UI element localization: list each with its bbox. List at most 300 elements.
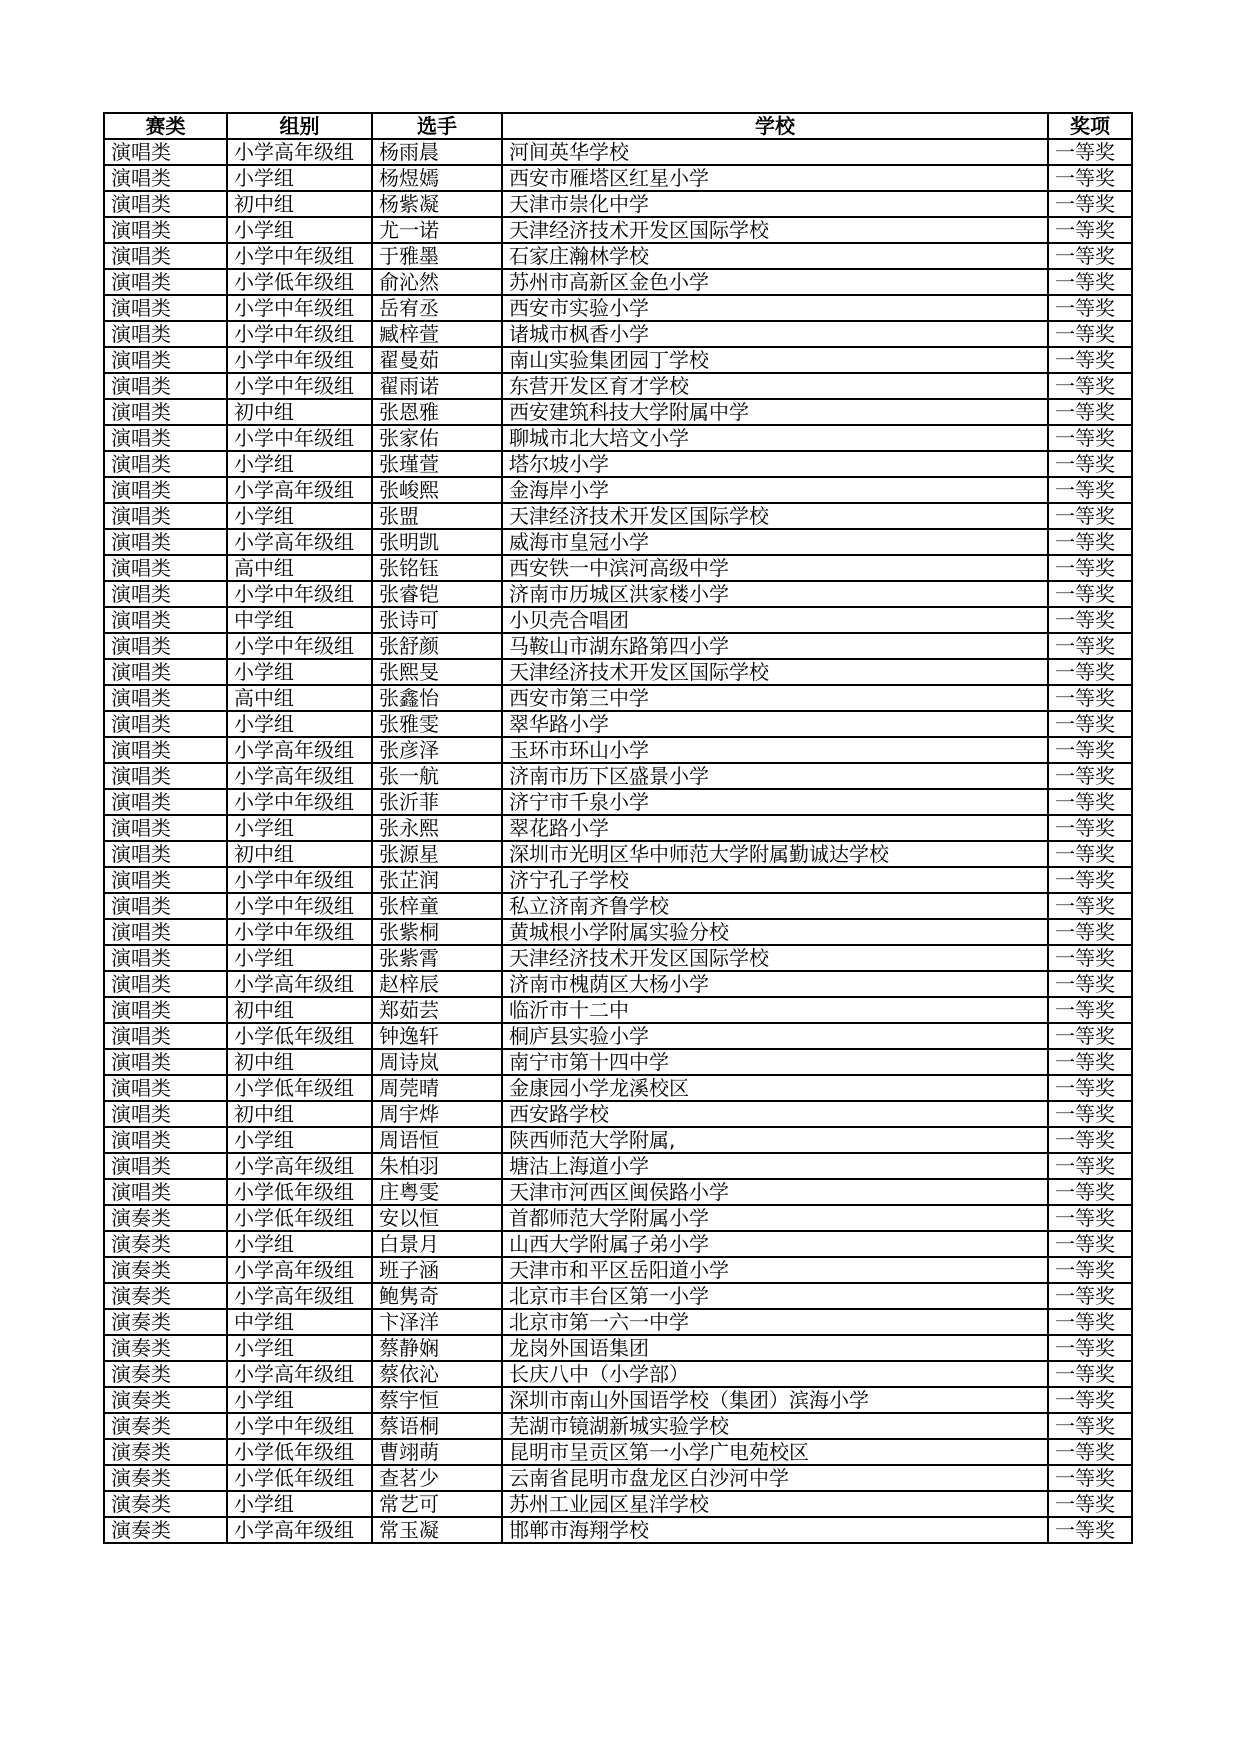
cell-group: 小学中年级组 [227,321,372,347]
cell-group: 高中组 [227,555,372,581]
cell-category: 演唱类 [104,191,227,217]
cell-school: 陕西师范大学附属, [502,1127,1048,1153]
cell-award: 一等奖 [1048,971,1132,997]
cell-group: 小学中年级组 [227,347,372,373]
table-row [104,1257,1132,1283]
cell-contestant: 班子涵 [372,1257,502,1283]
cell-school: 南宁市第十四中学 [502,1049,1048,1075]
cell-category: 演唱类 [104,971,227,997]
table-row [104,1283,1132,1309]
cell-school: 塔尔坡小学 [502,451,1048,477]
cell-group: 小学组 [227,815,372,841]
cell-contestant: 杨煜嫣 [372,165,502,191]
cell-award: 一等奖 [1048,581,1132,607]
cell-contestant: 周诗岚 [372,1049,502,1075]
cell-group: 小学高年级组 [227,763,372,789]
table-row [104,919,1132,945]
cell-group: 高中组 [227,685,372,711]
cell-category: 演奏类 [104,1387,227,1413]
cell-contestant: 白景月 [372,1231,502,1257]
cell-category: 演唱类 [104,1127,227,1153]
cell-contestant: 钟逸轩 [372,1023,502,1049]
cell-group: 小学高年级组 [227,971,372,997]
cell-contestant: 翟曼茹 [372,347,502,373]
table-row [104,633,1132,659]
table-row [104,1179,1132,1205]
cell-school: 西安路学校 [502,1101,1048,1127]
table-row [104,737,1132,763]
cell-school: 山西大学附属子弟小学 [502,1231,1048,1257]
cell-school: 西安铁一中滨河高级中学 [502,555,1048,581]
cell-award: 一等奖 [1048,477,1132,503]
cell-contestant: 张铭钰 [372,555,502,581]
cell-category: 演奏类 [104,1517,227,1543]
cell-category: 演唱类 [104,659,227,685]
cell-award: 一等奖 [1048,737,1132,763]
cell-contestant: 周莞晴 [372,1075,502,1101]
cell-group: 小学高年级组 [227,1257,372,1283]
cell-contestant: 曹翊萌 [372,1439,502,1465]
cell-contestant: 张紫桐 [372,919,502,945]
cell-award: 一等奖 [1048,1309,1132,1335]
table-row [104,477,1132,503]
header-group: 组别 [227,113,372,139]
cell-category: 演唱类 [104,529,227,555]
cell-group: 初中组 [227,399,372,425]
cell-school: 天津经济技术开发区国际学校 [502,945,1048,971]
header-award: 奖项 [1048,113,1132,139]
table-body [104,139,1132,1543]
cell-contestant: 张睿铠 [372,581,502,607]
cell-award: 一等奖 [1048,243,1132,269]
cell-contestant: 臧梓萱 [372,321,502,347]
cell-contestant: 张彦泽 [372,737,502,763]
cell-category: 演奏类 [104,1205,227,1231]
cell-group: 小学高年级组 [227,1153,372,1179]
cell-contestant: 张恩雅 [372,399,502,425]
cell-category: 演唱类 [104,1101,227,1127]
cell-category: 演奏类 [104,1335,227,1361]
cell-school: 昆明市呈贡区第一小学广电苑校区 [502,1439,1048,1465]
cell-category: 演唱类 [104,763,227,789]
cell-school: 云南省昆明市盘龙区白沙河中学 [502,1465,1048,1491]
table-row [104,529,1132,555]
cell-school: 小贝壳合唱团 [502,607,1048,633]
table-row [104,1205,1132,1231]
cell-category: 演奏类 [104,1413,227,1439]
cell-group: 小学高年级组 [227,477,372,503]
table-row [104,1153,1132,1179]
cell-school: 天津经济技术开发区国际学校 [502,503,1048,529]
table-row [104,1387,1132,1413]
cell-contestant: 蔡依沁 [372,1361,502,1387]
cell-category: 演唱类 [104,1023,227,1049]
cell-award: 一等奖 [1048,1231,1132,1257]
cell-award: 一等奖 [1048,555,1132,581]
cell-award: 一等奖 [1048,1179,1132,1205]
table-row [104,1231,1132,1257]
table-row [104,1075,1132,1101]
cell-award: 一等奖 [1048,607,1132,633]
cell-award: 一等奖 [1048,815,1132,841]
cell-contestant: 杨雨晨 [372,139,502,165]
cell-award: 一等奖 [1048,945,1132,971]
cell-contestant: 于雅墨 [372,243,502,269]
table-row [104,191,1132,217]
cell-contestant: 张盟 [372,503,502,529]
table-row [104,971,1132,997]
table-row [104,1335,1132,1361]
cell-category: 演唱类 [104,997,227,1023]
cell-award: 一等奖 [1048,1465,1132,1491]
cell-group: 小学组 [227,659,372,685]
table-row [104,763,1132,789]
cell-award: 一等奖 [1048,321,1132,347]
cell-group: 小学低年级组 [227,1023,372,1049]
table-row [104,1049,1132,1075]
table-row [104,555,1132,581]
table-row [104,321,1132,347]
cell-group: 小学高年级组 [227,529,372,555]
cell-school: 东营开发区育才学校 [502,373,1048,399]
cell-contestant: 张瑾萱 [372,451,502,477]
cell-contestant: 张舒颜 [372,633,502,659]
cell-group: 小学组 [227,217,372,243]
table-row [104,659,1132,685]
cell-group: 小学中年级组 [227,373,372,399]
cell-contestant: 张源星 [372,841,502,867]
cell-contestant: 蔡宇恒 [372,1387,502,1413]
cell-award: 一等奖 [1048,1517,1132,1543]
cell-contestant: 张明凯 [372,529,502,555]
awards-table [103,112,1133,1544]
cell-award: 一等奖 [1048,191,1132,217]
header-school: 学校 [502,113,1048,139]
cell-contestant: 杨紫凝 [372,191,502,217]
cell-contestant: 周宇烨 [372,1101,502,1127]
cell-category: 演唱类 [104,373,227,399]
cell-award: 一等奖 [1048,841,1132,867]
cell-contestant: 安以恒 [372,1205,502,1231]
table-row [104,217,1132,243]
cell-category: 演唱类 [104,685,227,711]
cell-category: 演唱类 [104,347,227,373]
cell-category: 演唱类 [104,451,227,477]
table-row [104,867,1132,893]
cell-award: 一等奖 [1048,529,1132,555]
table-row [104,399,1132,425]
cell-award: 一等奖 [1048,711,1132,737]
cell-category: 演唱类 [104,503,227,529]
cell-contestant: 查茗少 [372,1465,502,1491]
table-row [104,581,1132,607]
table-row [104,425,1132,451]
table-row [104,1517,1132,1543]
cell-category: 演唱类 [104,425,227,451]
cell-award: 一等奖 [1048,919,1132,945]
cell-contestant: 张诗可 [372,607,502,633]
cell-school: 北京市第一六一中学 [502,1309,1048,1335]
cell-award: 一等奖 [1048,347,1132,373]
cell-category: 演唱类 [104,581,227,607]
cell-award: 一等奖 [1048,269,1132,295]
cell-school: 苏州工业园区星洋学校 [502,1491,1048,1517]
cell-category: 演唱类 [104,399,227,425]
table-row [104,503,1132,529]
cell-school: 济南市历下区盛景小学 [502,763,1048,789]
cell-award: 一等奖 [1048,1361,1132,1387]
table-row [104,1361,1132,1387]
cell-award: 一等奖 [1048,1257,1132,1283]
cell-contestant: 张家佑 [372,425,502,451]
cell-contestant: 朱柏羽 [372,1153,502,1179]
cell-award: 一等奖 [1048,399,1132,425]
cell-school: 南山实验集团园丁学校 [502,347,1048,373]
table-row [104,789,1132,815]
cell-award: 一等奖 [1048,633,1132,659]
cell-award: 一等奖 [1048,763,1132,789]
cell-school: 天津市河西区闽侯路小学 [502,1179,1048,1205]
cell-school: 天津经济技术开发区国际学校 [502,217,1048,243]
table-row [104,893,1132,919]
cell-school: 济宁市千泉小学 [502,789,1048,815]
table-row [104,685,1132,711]
cell-group: 小学组 [227,945,372,971]
cell-school: 石家庄瀚林学校 [502,243,1048,269]
cell-category: 演奏类 [104,1439,227,1465]
table-row [104,1127,1132,1153]
cell-group: 小学高年级组 [227,139,372,165]
cell-award: 一等奖 [1048,1101,1132,1127]
cell-school: 苏州市高新区金色小学 [502,269,1048,295]
cell-group: 小学高年级组 [227,1517,372,1543]
cell-award: 一等奖 [1048,1153,1132,1179]
cell-group: 小学中年级组 [227,919,372,945]
cell-school: 翠花路小学 [502,815,1048,841]
cell-award: 一等奖 [1048,1413,1132,1439]
cell-group: 小学低年级组 [227,1465,372,1491]
cell-contestant: 鲍隽奇 [372,1283,502,1309]
table-row [104,269,1132,295]
cell-category: 演唱类 [104,165,227,191]
table-row [104,295,1132,321]
cell-school: 黄城根小学附属实验分校 [502,919,1048,945]
cell-category: 演唱类 [104,711,227,737]
cell-group: 小学高年级组 [227,1283,372,1309]
cell-award: 一等奖 [1048,1075,1132,1101]
cell-category: 演奏类 [104,1465,227,1491]
cell-school: 龙岗外国语集团 [502,1335,1048,1361]
cell-group: 初中组 [227,997,372,1023]
cell-contestant: 张熙旻 [372,659,502,685]
table-row [104,607,1132,633]
cell-group: 小学组 [227,1335,372,1361]
cell-school: 济南市历城区洪家楼小学 [502,581,1048,607]
cell-award: 一等奖 [1048,217,1132,243]
table-row [104,1491,1132,1517]
cell-school: 天津经济技术开发区国际学校 [502,659,1048,685]
cell-category: 演唱类 [104,1049,227,1075]
cell-group: 小学组 [227,451,372,477]
cell-group: 初中组 [227,191,372,217]
cell-group: 小学低年级组 [227,1439,372,1465]
cell-contestant: 常玉凝 [372,1517,502,1543]
cell-award: 一等奖 [1048,1049,1132,1075]
table-row [104,997,1132,1023]
cell-school: 威海市皇冠小学 [502,529,1048,555]
cell-school: 济宁孔子学校 [502,867,1048,893]
cell-award: 一等奖 [1048,1127,1132,1153]
cell-contestant: 岳宥丞 [372,295,502,321]
cell-award: 一等奖 [1048,295,1132,321]
cell-contestant: 张雅雯 [372,711,502,737]
header-row [104,113,1132,139]
cell-group: 小学低年级组 [227,1179,372,1205]
table-row [104,711,1132,737]
cell-category: 演唱类 [104,1153,227,1179]
cell-category: 演唱类 [104,269,227,295]
cell-contestant: 尤一诺 [372,217,502,243]
cell-contestant: 庄粤雯 [372,1179,502,1205]
cell-school: 天津市和平区岳阳道小学 [502,1257,1048,1283]
cell-award: 一等奖 [1048,789,1132,815]
cell-category: 演唱类 [104,893,227,919]
cell-contestant: 蔡静娴 [372,1335,502,1361]
cell-group: 初中组 [227,1101,372,1127]
cell-category: 演唱类 [104,633,227,659]
cell-school: 私立济南齐鲁学校 [502,893,1048,919]
cell-group: 中学组 [227,607,372,633]
cell-category: 演唱类 [104,919,227,945]
cell-contestant: 张一航 [372,763,502,789]
cell-group: 小学中年级组 [227,893,372,919]
cell-award: 一等奖 [1048,867,1132,893]
cell-group: 中学组 [227,1309,372,1335]
cell-award: 一等奖 [1048,165,1132,191]
cell-school: 西安市雁塔区红星小学 [502,165,1048,191]
cell-category: 演唱类 [104,243,227,269]
cell-category: 演唱类 [104,1179,227,1205]
cell-school: 临沂市十二中 [502,997,1048,1023]
cell-group: 小学组 [227,711,372,737]
cell-award: 一等奖 [1048,373,1132,399]
table-row [104,139,1132,165]
cell-category: 演唱类 [104,477,227,503]
cell-group: 小学低年级组 [227,1205,372,1231]
cell-category: 演奏类 [104,1491,227,1517]
cell-category: 演唱类 [104,737,227,763]
cell-category: 演奏类 [104,1257,227,1283]
cell-award: 一等奖 [1048,451,1132,477]
cell-group: 小学组 [227,1387,372,1413]
cell-group: 小学低年级组 [227,1075,372,1101]
cell-contestant: 张沂菲 [372,789,502,815]
cell-school: 西安市第三中学 [502,685,1048,711]
cell-school: 西安市实验小学 [502,295,1048,321]
cell-contestant: 卞泽洋 [372,1309,502,1335]
cell-group: 初中组 [227,841,372,867]
table-row [104,815,1132,841]
cell-category: 演唱类 [104,815,227,841]
cell-group: 小学中年级组 [227,867,372,893]
cell-contestant: 周语恒 [372,1127,502,1153]
cell-category: 演奏类 [104,1283,227,1309]
cell-category: 演唱类 [104,321,227,347]
cell-category: 演唱类 [104,295,227,321]
cell-school: 首都师范大学附属小学 [502,1205,1048,1231]
cell-group: 小学中年级组 [227,789,372,815]
header-contestant: 选手 [372,113,502,139]
cell-category: 演唱类 [104,607,227,633]
table-row [104,1101,1132,1127]
cell-group: 小学组 [227,165,372,191]
cell-category: 演唱类 [104,867,227,893]
cell-contestant: 张鑫怡 [372,685,502,711]
cell-award: 一等奖 [1048,139,1132,165]
cell-school: 天津市崇化中学 [502,191,1048,217]
cell-school: 芜湖市镜湖新城实验学校 [502,1413,1048,1439]
cell-award: 一等奖 [1048,893,1132,919]
cell-school: 桐庐县实验小学 [502,1023,1048,1049]
cell-contestant: 张梓童 [372,893,502,919]
cell-contestant: 郑茹芸 [372,997,502,1023]
cell-contestant: 翟雨诺 [372,373,502,399]
table-row [104,451,1132,477]
cell-school: 北京市丰台区第一小学 [502,1283,1048,1309]
table-row [104,373,1132,399]
cell-contestant: 蔡语桐 [372,1413,502,1439]
cell-category: 演唱类 [104,1075,227,1101]
cell-group: 小学中年级组 [227,1413,372,1439]
cell-contestant: 张永熙 [372,815,502,841]
table-row [104,841,1132,867]
cell-award: 一等奖 [1048,1491,1132,1517]
cell-category: 演唱类 [104,945,227,971]
table-row [104,243,1132,269]
cell-category: 演奏类 [104,1231,227,1257]
cell-award: 一等奖 [1048,1335,1132,1361]
cell-group: 小学中年级组 [227,243,372,269]
cell-category: 演唱类 [104,789,227,815]
cell-award: 一等奖 [1048,997,1132,1023]
cell-group: 小学中年级组 [227,581,372,607]
cell-award: 一等奖 [1048,1439,1132,1465]
cell-school: 河间英华学校 [502,139,1048,165]
cell-school: 马鞍山市湖东路第四小学 [502,633,1048,659]
cell-contestant: 赵梓辰 [372,971,502,997]
cell-group: 小学高年级组 [227,737,372,763]
table-header [104,113,1132,139]
cell-category: 演唱类 [104,555,227,581]
cell-award: 一等奖 [1048,1283,1132,1309]
cell-group: 小学低年级组 [227,269,372,295]
table-row [104,1309,1132,1335]
cell-group: 小学组 [227,1231,372,1257]
cell-school: 翠华路小学 [502,711,1048,737]
cell-school: 诸城市枫香小学 [502,321,1048,347]
table-row [104,945,1132,971]
cell-award: 一等奖 [1048,659,1132,685]
cell-category: 演唱类 [104,217,227,243]
cell-contestant: 张紫霄 [372,945,502,971]
cell-school: 深圳市光明区华中师范大学附属勤诚达学校 [502,841,1048,867]
cell-group: 小学中年级组 [227,633,372,659]
cell-school: 玉环市环山小学 [502,737,1048,763]
cell-school: 聊城市北大培文小学 [502,425,1048,451]
cell-school: 塘沽上海道小学 [502,1153,1048,1179]
cell-award: 一等奖 [1048,425,1132,451]
cell-award: 一等奖 [1048,685,1132,711]
